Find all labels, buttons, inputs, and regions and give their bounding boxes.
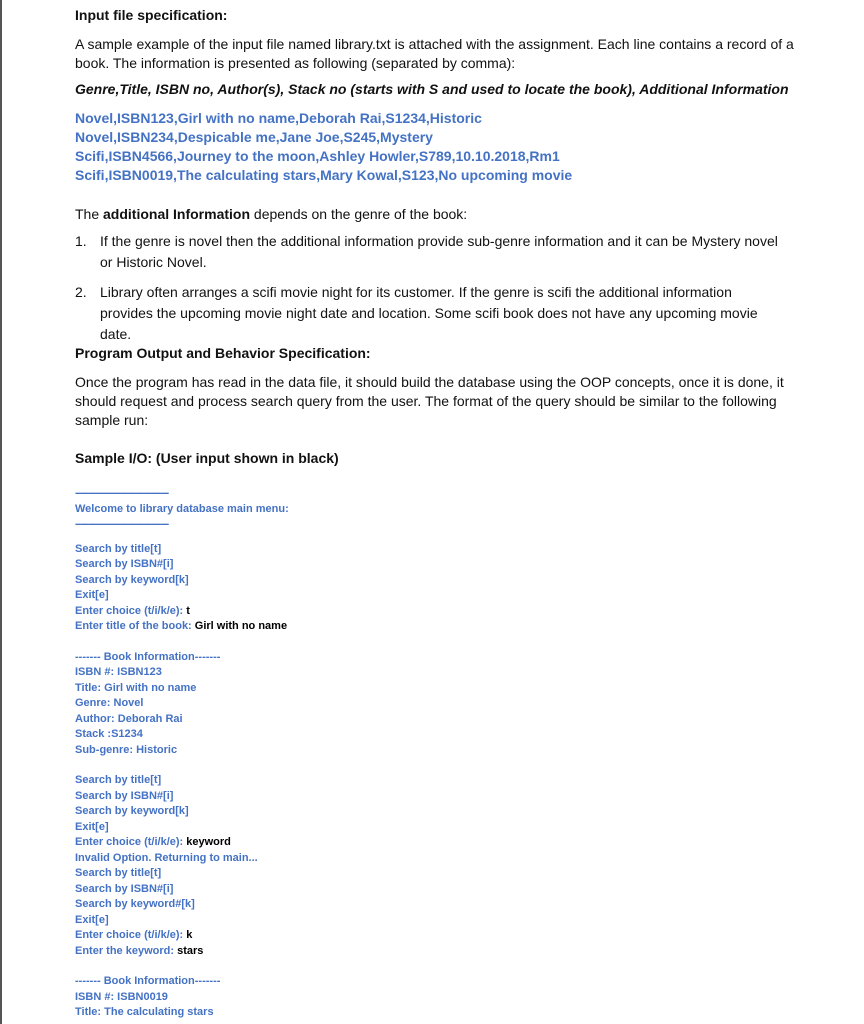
record-line: Novel,ISBN234,Despicable me,Jane Joe,S245,Mystery: [75, 129, 433, 145]
book-info-header: ------- Book Information-------: [75, 975, 221, 987]
book-info-line: ISBN #: ISBN0019: [75, 990, 168, 1003]
output-spec-body: Once the program has read in the data file, it should build the database using the OOP concepts, once it is done, it should request and process search query from the user. The format of the query should be similar to the following sample run:: [75, 374, 784, 428]
list-number: 1.: [75, 233, 87, 249]
additional-info-list: [75, 231, 780, 345]
choice-line: [75, 835, 289, 851]
menu-line: Search by ISBN#[i]: [75, 882, 174, 895]
additional-info-suffix: depends on the genre of the book:: [250, 206, 468, 222]
output-spec-heading: Program Output and Behavior Specification:: [75, 345, 371, 361]
additional-info-prefix: The: [75, 206, 104, 222]
dash-line: -----------------------------------: [75, 518, 169, 530]
additional-info-intro: [75, 205, 467, 224]
list-number: 2.: [75, 284, 87, 300]
keyword-prompt: Enter the keyword:: [75, 944, 178, 957]
book-info-line: Sub-genre: Historic: [75, 743, 178, 756]
keyword-line: [75, 944, 289, 960]
menu-line: Search by title[t]: [75, 774, 162, 786]
list-text: If the genre is novel then the additional information provide sub-genre information and it can be Mystery novel or Historic Novel.: [100, 233, 778, 270]
menu-line: Search by keyword#[k]: [75, 898, 195, 910]
book-info-header: ------- Book Information-------: [75, 650, 221, 663]
menu-line: Exit[e]: [75, 820, 109, 833]
book-info-line: ISBN #: ISBN123: [75, 666, 162, 678]
book-info-line: Stack :S1234: [75, 728, 143, 740]
sample-records: [75, 109, 572, 185]
input-spec-intro: A sample example of the input file named library.txt is attached with the assignment. Each line contains a record of a book. The information is presented as following (separated by comma):: [75, 36, 794, 71]
user-input: t: [186, 604, 190, 617]
page-left-border: [0, 0, 2, 1024]
book-info-line: Title: Girl with no name: [75, 681, 197, 694]
invalid-option-line: Invalid Option. Returning to main...: [75, 851, 258, 864]
title-prompt: Enter title of the book:: [75, 620, 195, 632]
record-line: Scifi,ISBN4566,Journey to the moon,Ashley Howler,S789,10.10.2018,Rm1: [75, 148, 560, 164]
choice-prompt: Enter choice (t/i/k/e):: [75, 929, 187, 941]
book-info-line: Author: Deborah Rai: [75, 712, 183, 725]
menu-line: Search by ISBN#[i]: [75, 558, 174, 570]
list-text: Library often arranges a scifi movie night for its customer. If the genre is scifi the additional information provides the upcoming movie night date and location. Some scifi book does not have any upcoming movie date.: [100, 284, 758, 342]
book-info-line: Genre: Novel: [75, 697, 144, 709]
user-input: k: [186, 929, 193, 941]
user-input: keyword: [186, 836, 231, 848]
sample-io-transcript: [75, 486, 289, 1021]
list-item: [75, 282, 780, 345]
record-format: Genre,Title, ISBN no, Author(s), Stack no (starts with S and used to locate the book), Additional Information: [75, 81, 789, 97]
user-input: Girl with no name: [194, 620, 288, 632]
list-item: [75, 231, 780, 273]
choice-line: [75, 928, 289, 944]
menu-line: Exit[e]: [75, 913, 109, 926]
menu-line: Exit[e]: [75, 589, 109, 601]
book-info-line: Title: The calculating stars: [75, 1006, 214, 1018]
record-line: Scifi,ISBN0019,The calculating stars,Mary Kowal,S123,No upcoming movie: [75, 167, 573, 183]
choice-prompt: Enter choice (t/i/k/e):: [75, 604, 187, 617]
title-line: [75, 619, 289, 635]
welcome-line: Welcome to library database main menu:: [75, 502, 289, 515]
choice-prompt: Enter choice (t/i/k/e):: [75, 836, 187, 848]
input-spec-heading: Input file specification:: [75, 7, 228, 23]
menu-line: Search by title[t]: [75, 867, 162, 879]
menu-line: Search by title[t]: [75, 542, 162, 555]
menu-line: Search by keyword[k]: [75, 573, 189, 586]
choice-line: [75, 604, 289, 620]
menu-line: Search by keyword[k]: [75, 805, 189, 817]
dash-line: -----------------------------------: [75, 487, 169, 499]
menu-line: Search by ISBN#[i]: [75, 789, 174, 802]
sample-io-heading: Sample I/O: (User input shown in black): [75, 450, 339, 466]
user-input: stars: [177, 944, 204, 957]
additional-info-bold: additional Information: [103, 206, 251, 222]
record-line: Novel,ISBN123,Girl with no name,Deborah Rai,S1234,Historic: [75, 110, 482, 126]
